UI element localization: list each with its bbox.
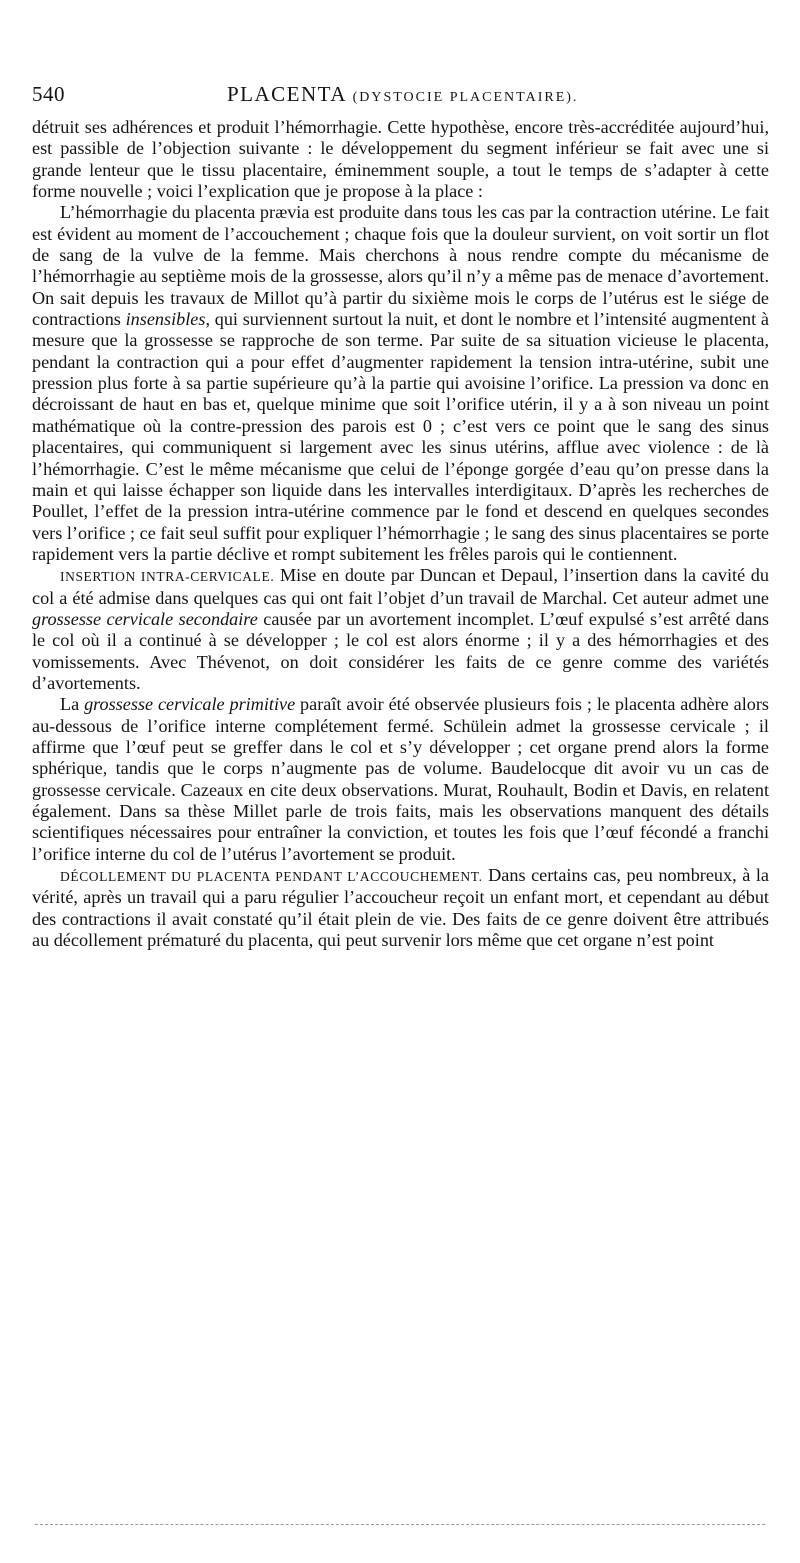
section-heading: DÉCOLLEMENT DU PLACENTA PENDANT L’ACCOUCHEMENT. (60, 869, 483, 885)
paragraph-text: détruit ses adhérences et produit l’hémorrhagie. Cette hypothèse, encore très-accréditée aujourd’hui, est passible de l’objection suivante : le développement du segment inférieur se fait avec une si grande lenteur que le tissu placentaire, éminemment souple, a tout le temps de s’adapter à cette forme nouvelle ; voici l’explication que je propose à la place : (32, 117, 769, 202)
paragraph-text: paraît avoir été observée plusieurs fois ; le placenta adhère alors au-dessous de l’orifice interne complétement fermé. Schülein admet la grossesse cervicale ; il affirme que l’œuf peut se greffer dans le col et s’y développer ; cet organe prend alors la forme sphérique, tandis que le corps n’augmente pas de volume. Baudelocque dit avoir vu un cas de grossesse cervicale. Cazeaux en cite deux observations. Murat, Rouhault, Bodin et Davis, en relatent également. Dans sa thèse Millet parle de trois faits, mais les observations manquent des détails scientifiques nécessaires pour entraîner la conviction, et toutes les fois que l’œuf fécondé a franchi l’orifice interne du col de l’utérus l’avortement se produit. (32, 694, 769, 864)
paragraph-text: La (60, 694, 85, 715)
paragraph-mechanism (32, 202, 769, 565)
paragraph-text: , qui surviennent surtout la nuit, et dont le nombre et l’intensité augmentent à mesure que la grossesse se rapproche de son terme. Par suite de sa situation vicieuse le placenta, pendant la contraction qui a pour effet d’augmenter rapidement la tension intra-utérine, subit une pression plus forte à sa partie supérieure qu’à la partie qui avoisine l’orifice. La pression va donc en décroissant de haut en bas et, quelque minime que soit l’orifice utérin, il y a à son niveau un point mathématique où la contre-pression des parois est 0 ; c’est vers ce point que le sang des sinus placentaires, qui communiquent si largement avec les sinus utérins, afflue avec violence : de là l’hémorrhagie. C’est le même mécanisme que celui de l’éponge gorgée d’eau qu’on presse dans la main et qui laisse échapper son liquide dans les intervalles interdigitaux. D’après les recherches de Poullet, l’effet de la pression intra-utérine commence par le fond et descend en quelques secondes vers l’orifice ; ce fait seul suffit pour expliquer l’hémorrhagie ; le sang des sinus placentaires se porte rapidement vers la partie déclive et rompt subitement les frêles parois qui le contiennent. (32, 309, 769, 564)
paragraph-insertion-intra-cervicale (32, 565, 769, 694)
paragraph-continuation (32, 117, 769, 202)
paragraph-text: causée par un avortement incomplet. L’œuf expulsé s’est arrêté dans le col où il a continué à se développer ; le col est alors énorme ; il y a des hémorrhagies et des vomissements. Avec Thévenot, on doit considérer les faits de ce genre comme des variétés d’avortements. (32, 608, 770, 693)
running-title-sub: (DYSTOCIE PLACENTAIRE). (352, 90, 579, 105)
italic-term: grossesse cervicale secondaire (32, 608, 258, 629)
running-title (227, 82, 578, 107)
footer-rule (35, 1524, 765, 1525)
paragraph-text: L’hémorrhagie du placenta prævia est produite dans tous les cas par la contraction utérine. Le fait est évident au moment de l’accouchement ; chaque fois que la douleur survient, on voit sortir un flot de sang de la vulve de la femme. Mais cherchons à nous rendre compte du mécanisme de l’hémorrhagie au septième mois de la grossesse, alors qu’il n’y a même pas de menace d’avortement. On sait depuis les travaux de Millot qu’à partir du sixième mois le corps de l’utérus est le siége de contractions (32, 202, 769, 330)
italic-term: grossesse cervicale primitive (84, 694, 296, 715)
page-number: 540 (32, 82, 65, 106)
paragraph-decollement (32, 865, 769, 951)
section-heading: INSERTION INTRA-CERVICALE. (60, 569, 275, 585)
italic-term: insensibles (125, 309, 206, 330)
paragraph-text: Dans certains cas, peu nombreux, à la vérité, après un travail qui a paru régulier l’accoucheur reçoit un enfant mort, et cependant au début des contractions il avait constaté qu’il était plein de vie. Des faits de ce genre doivent être attribués au décollement prématuré du placenta, qui peut survenir lors même que cet organe n’est point (32, 865, 769, 951)
running-header (32, 80, 772, 120)
body-text (32, 117, 769, 951)
paragraph-grossesse-cervicale (32, 694, 769, 865)
paragraph-text: Mise en doute par Duncan et Depaul, l’insertion dans la cavité du col a été admise dans quelques cas qui ont fait l’objet d’un travail de Marchal. Cet auteur admet une (32, 565, 769, 608)
running-title-main: PLACENTA (227, 82, 346, 106)
